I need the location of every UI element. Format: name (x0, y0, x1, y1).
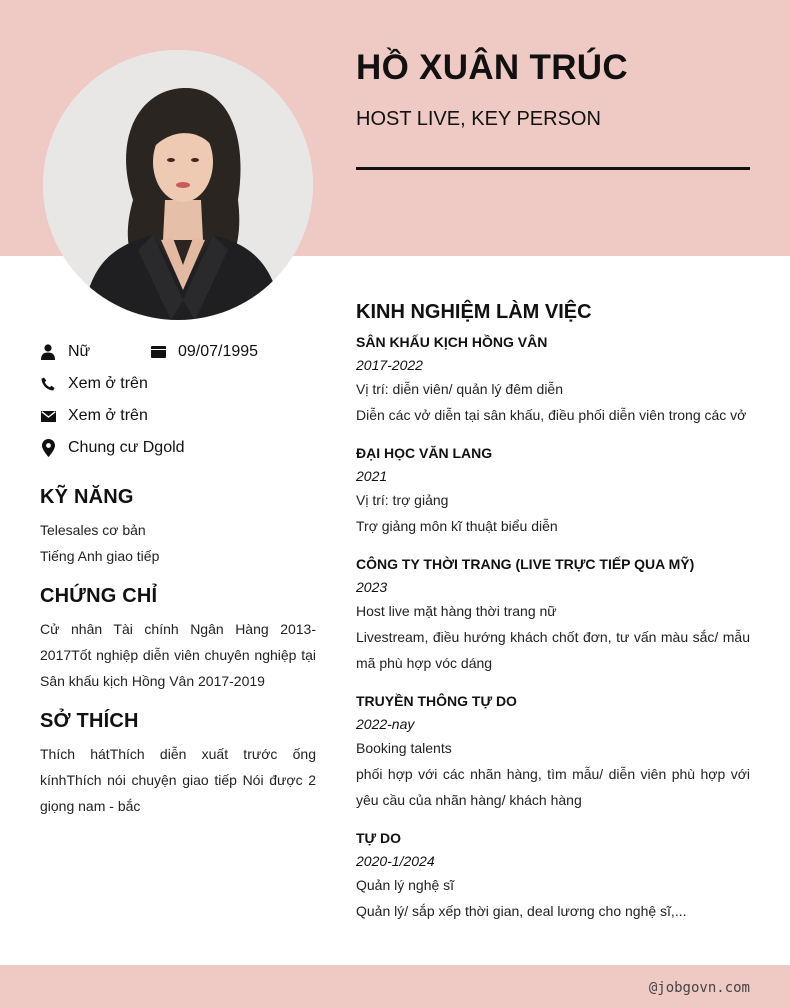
job-entry (356, 826, 750, 924)
experience-heading: KINH NGHIỆM LÀM VIỆC (356, 301, 592, 323)
address-item (40, 436, 185, 460)
job-description: Livestream, điều hướng khách chốt đơn, tư vấn màu sắc/ mẫu mã phù hợp vóc dáng (356, 629, 750, 671)
certificates-text: Cử nhân Tài chính Ngân Hàng 2013-2017Tốt nghiệp diễn viên chuyên nghiệp tại Sân khấu kịch Hồng Vân 2017-2019 (40, 621, 316, 689)
contact-row-email (40, 404, 316, 436)
job-description: Quản lý/ sắp xếp thời gian, deal lương cho nghệ sĩ,... (356, 903, 687, 919)
job-period: 2021 (356, 468, 388, 484)
job-description: Trợ giảng môn kĩ thuật biểu diễn (356, 518, 558, 534)
job-entry (356, 330, 750, 428)
job-entry (356, 552, 750, 676)
gender-item (40, 340, 90, 364)
skill-item: Telesales cơ bản (40, 522, 146, 538)
job-period: 2017-2022 (356, 357, 423, 373)
job-company: TRUYỀN THÔNG TỰ DO (356, 693, 517, 709)
job-company: CÔNG TY THỜI TRANG (LIVE TRỰC TIẾP QUA MỸ) (356, 556, 695, 572)
job-position: Vị trí: trợ giảng (356, 492, 449, 508)
hobbies-text: Thích hátThích diễn xuất trước ống kínhThích nói chuyện giao tiếp Nói được 2 giọng nam - bắc (40, 746, 316, 814)
address-value: Chung cư Dgold (68, 439, 185, 456)
email-value: Xem ở trên (68, 407, 148, 424)
footer-watermark: @jobgovn.com (648, 980, 750, 996)
header-divider (356, 167, 750, 170)
job-company: ĐẠI HỌC VĂN LANG (356, 445, 493, 461)
job-entry (356, 689, 750, 813)
gender-value: Nữ (68, 343, 91, 360)
job-entry (356, 441, 750, 539)
certificates-heading: CHỨNG CHỈ (40, 585, 158, 607)
job-company: TỰ DO (356, 830, 402, 846)
email-item (40, 404, 148, 428)
job-position: Vị trí: diễn viên/ quản lý đêm diễn (356, 381, 564, 397)
phone-icon (40, 372, 56, 396)
candidate-title: HOST LIVE, KEY PERSON (356, 108, 601, 130)
job-position: Host live mặt hàng thời trang nữ (356, 603, 557, 619)
right-column (356, 301, 750, 937)
job-company: SÂN KHẤU KỊCH HỒNG VÂN (356, 334, 548, 350)
location-pin-icon (40, 436, 56, 460)
job-period: 2023 (356, 579, 388, 595)
skills-list (40, 517, 316, 569)
person-icon (40, 340, 56, 364)
job-period: 2022-nay (356, 716, 415, 732)
job-description: phối hợp với các nhãn hàng, tìm mẫu/ diễn viên phù hợp với yêu cầu của nhãn hàng/ khách hàng (356, 766, 750, 808)
skills-heading: KỸ NĂNG (40, 486, 134, 508)
hobbies-heading: SỞ THÍCH (40, 710, 139, 732)
job-period: 2020-1/2024 (356, 853, 435, 869)
skill-item: Tiếng Anh giao tiếp (40, 548, 160, 564)
job-position: Quản lý nghệ sĩ (356, 877, 455, 893)
birthdate-item (150, 340, 258, 364)
phone-value: Xem ở trên (68, 375, 148, 392)
job-description: Diễn các vở diễn tại sân khấu, điều phối diễn viên trong các vở (356, 407, 747, 423)
contact-row-gender-birthdate (40, 340, 316, 372)
candidate-name: HỒ XUÂN TRÚC (356, 48, 628, 87)
calendar-icon (150, 340, 166, 364)
profile-photo (43, 50, 313, 320)
phone-item (40, 372, 148, 396)
contact-row-address (40, 436, 316, 468)
contact-row-phone (40, 372, 316, 404)
birthdate-value: 09/07/1995 (178, 343, 259, 360)
left-column (40, 340, 316, 819)
job-position: Booking talents (356, 740, 452, 756)
mail-icon (40, 404, 56, 428)
